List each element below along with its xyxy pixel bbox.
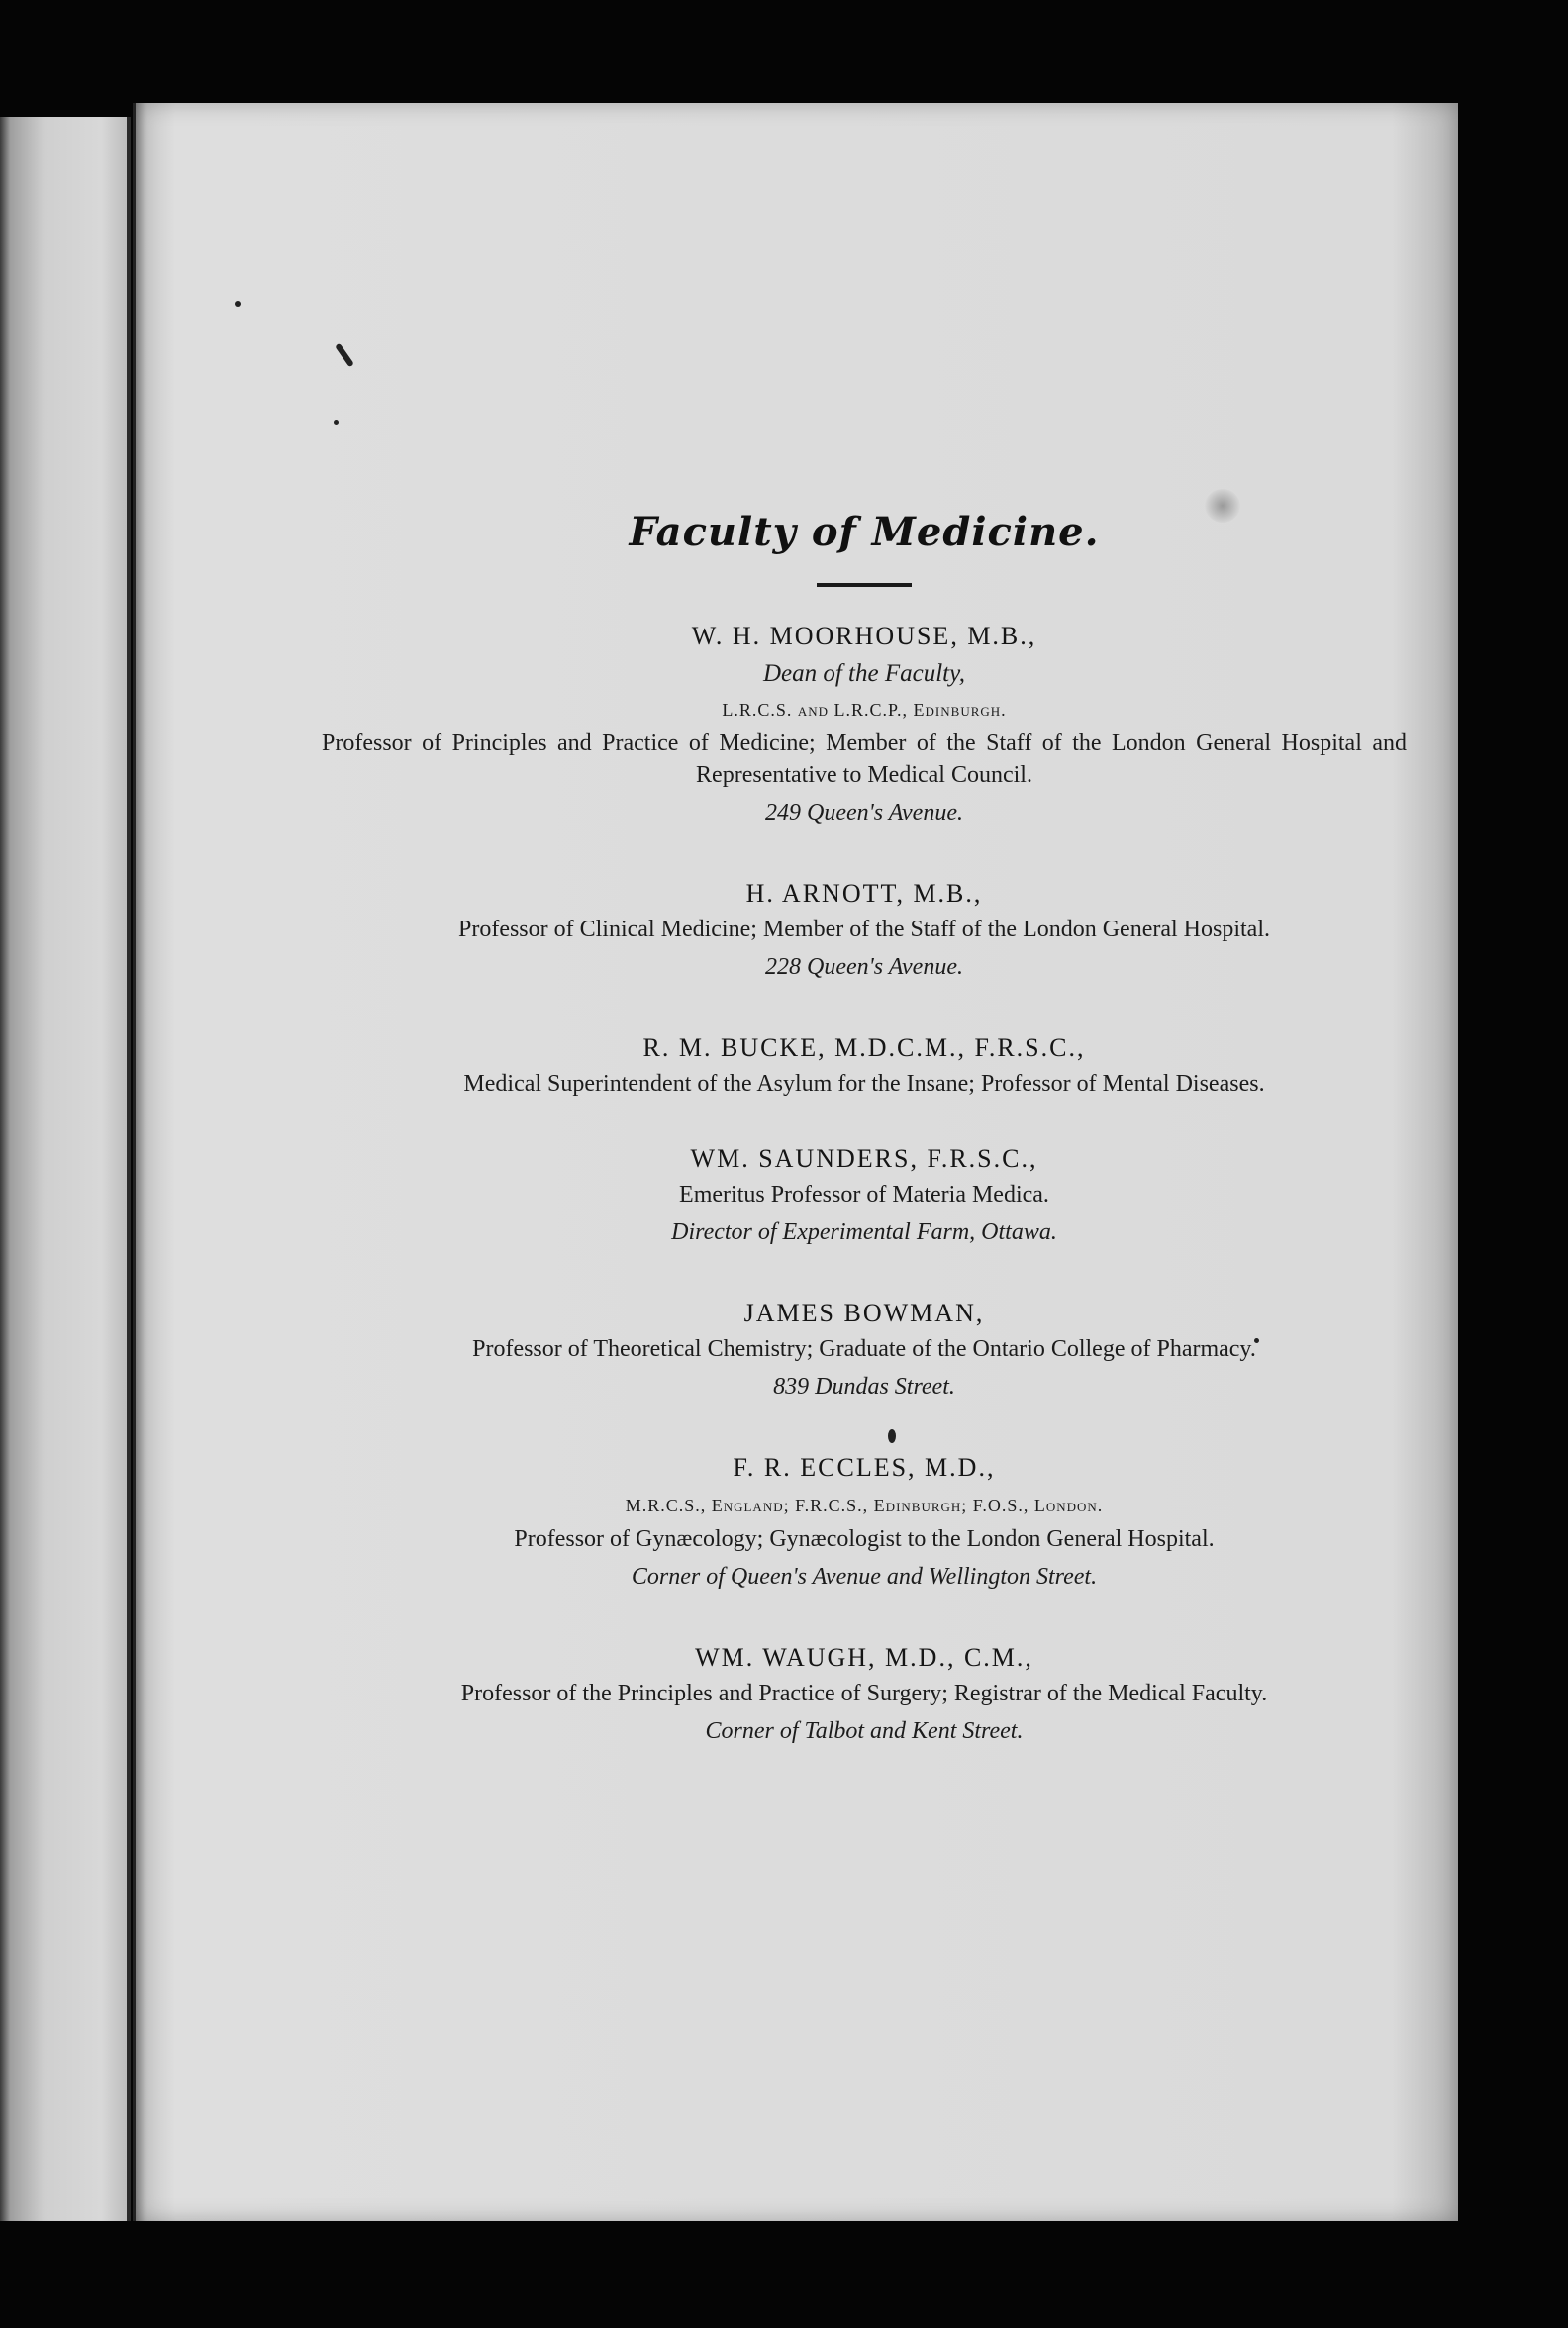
faculty-entry-bowman — [320, 1294, 1409, 1408]
faculty-name: H. ARNOTT, M.B., — [745, 879, 983, 908]
faculty-listing — [320, 400, 1409, 1753]
faculty-entry-waugh — [320, 1638, 1409, 1753]
faculty-entry-moorhouse — [320, 617, 1409, 834]
faculty-address: 228 Queen's Avenue. — [765, 954, 963, 980]
faculty-role: Dean of the Faculty, — [762, 660, 966, 687]
document-page — [133, 103, 1458, 2221]
ink-speck — [235, 301, 241, 307]
faculty-address: Corner of Talbot and Kent Street. — [705, 1718, 1024, 1744]
page-title: Faculty of Medicine. — [629, 509, 1100, 555]
faculty-description: Medical Superintendent of the Asylum for the Insane; Professor of Mental Diseases. — [463, 1071, 1265, 1097]
faculty-address: Corner of Queen's Avenue and Wellington Street. — [631, 1564, 1098, 1590]
faculty-description: Professor of Principles and Practice of Medicine; Member of the Staff of the London General Hospital and Representative to Medical Council. — [322, 730, 1407, 788]
faculty-description: Professor of Clinical Medicine; Member of the Staff of the London General Hospital. — [457, 917, 1271, 942]
faculty-address: 839 Dundas Street. — [773, 1374, 955, 1400]
faculty-entry-bucke — [320, 1028, 1409, 1100]
faculty-name: R. M. BUCKE, M.D.C.M., F.R.S.C., — [642, 1033, 1086, 1062]
faculty-entry-arnott — [320, 874, 1409, 989]
faculty-description: Professor of the Principles and Practice of Surgery; Registrar of the Medical Faculty. — [460, 1681, 1268, 1706]
faculty-degrees: M.R.C.S., England; F.R.C.S., Edinburgh; F.O.S., London. — [625, 1496, 1104, 1515]
faculty-name: WM. WAUGH, M.D., C.M., — [695, 1643, 1033, 1672]
faculty-description: Emeritus Professor of Materia Medica. — [679, 1182, 1049, 1208]
faculty-address: 249 Queen's Avenue. — [765, 800, 963, 825]
ink-speck — [335, 343, 354, 368]
faculty-name: JAMES BOWMAN, — [743, 1299, 985, 1327]
faculty-description: Professor of Gynæcology; Gynæcologist to the London General Hospital. — [514, 1526, 1215, 1552]
faculty-entry-saunders — [320, 1139, 1409, 1254]
previous-page-edge — [0, 117, 131, 2221]
faculty-entry-eccles — [320, 1448, 1409, 1599]
title-rule — [817, 583, 912, 587]
faculty-degrees: L.R.C.S. and L.R.C.P., Edinburgh. — [722, 700, 1007, 720]
faculty-name: F. R. ECCLES, M.D., — [733, 1453, 996, 1482]
faculty-name: WM. SAUNDERS, F.R.S.C., — [690, 1144, 1038, 1173]
faculty-description: Professor of Theoretical Chemistry; Graduate of the Ontario College of Pharmacy. — [472, 1336, 1256, 1362]
faculty-address: Director of Experimental Farm, Ottawa. — [671, 1219, 1057, 1245]
faculty-name: W. H. MOORHOUSE, M.B., — [691, 622, 1037, 650]
